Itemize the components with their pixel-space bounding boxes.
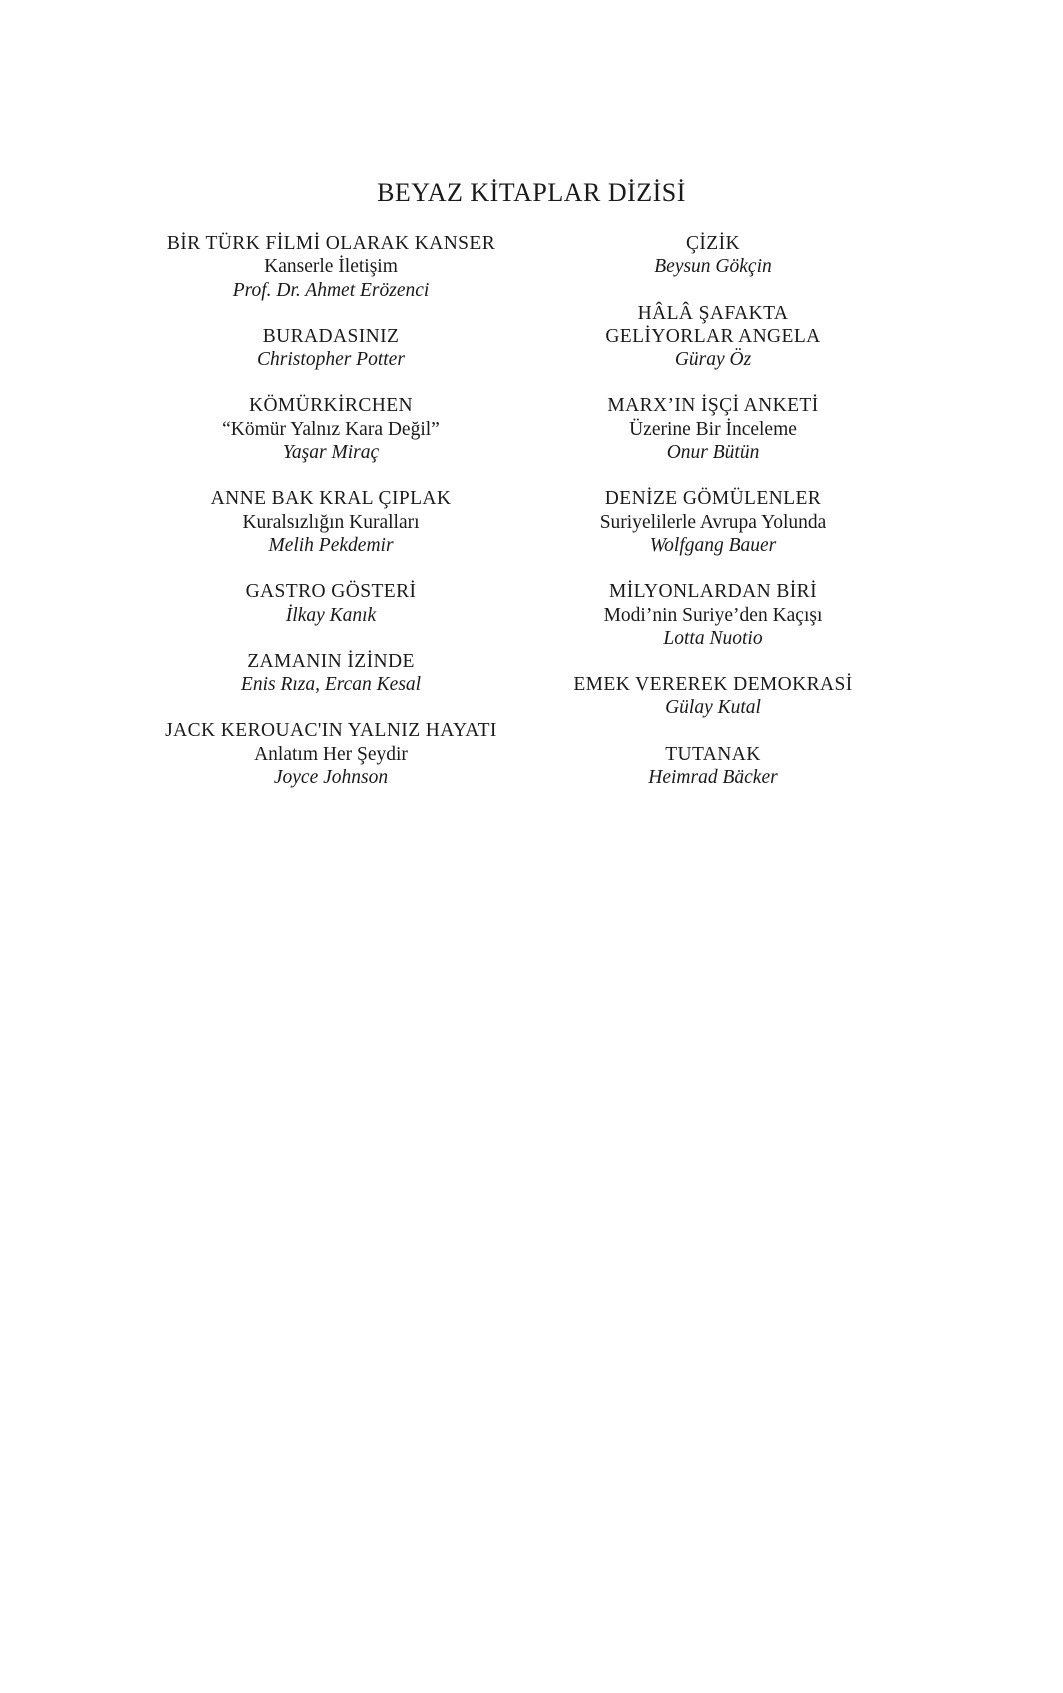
book-subtitle: Suriyelilerle Avrupa Yolunda bbox=[599, 511, 827, 533]
book-entry bbox=[503, 487, 923, 557]
book-author: Onur Bütün bbox=[666, 442, 760, 464]
book-subtitle: Üzerine Bir İnceleme bbox=[629, 418, 797, 440]
book-author: Gülay Kutal bbox=[665, 697, 761, 719]
right-book-column bbox=[503, 232, 923, 812]
book-subtitle: Kuralsızlığın Kuralları bbox=[242, 511, 420, 533]
book-entry bbox=[121, 487, 541, 557]
book-title: TUTANAK bbox=[665, 743, 761, 765]
book-title: DENİZE GÖMÜLENLER bbox=[604, 488, 822, 510]
book-entry bbox=[503, 743, 923, 790]
book-title: BURADASINIZ bbox=[262, 325, 400, 347]
book-author: İlkay Kanık bbox=[285, 604, 377, 626]
book-title: JACK KEROUAC'IN YALNIZ HAYATI bbox=[165, 720, 497, 742]
book-subtitle: Kanserle İletişim bbox=[264, 256, 398, 278]
book-title: MARX’IN İŞÇİ ANKETİ bbox=[607, 395, 819, 417]
book-author: Beysun Gökçin bbox=[654, 256, 772, 278]
book-entry bbox=[503, 673, 923, 720]
book-entry bbox=[503, 232, 923, 279]
book-author: Enis Rıza, Ercan Kesal bbox=[240, 674, 422, 696]
book-entry bbox=[121, 232, 541, 302]
book-author: Wolfgang Bauer bbox=[649, 534, 777, 556]
book-entry bbox=[121, 394, 541, 464]
book-title: HÂLÂ ŞAFAKTA bbox=[637, 302, 789, 324]
book-author: Yaşar Miraç bbox=[282, 442, 380, 464]
book-entry bbox=[121, 325, 541, 372]
book-author: Melih Pekdemir bbox=[268, 534, 394, 556]
book-entry bbox=[503, 394, 923, 464]
left-book-column bbox=[121, 232, 541, 812]
book-title: ÇİZİK bbox=[686, 233, 740, 254]
book-title: MİLYONLARDAN BİRİ bbox=[609, 581, 817, 603]
book-entry bbox=[121, 580, 541, 627]
book-title: EMEK VEREREK DEMOKRASİ bbox=[573, 674, 853, 696]
book-author: Güray Öz bbox=[674, 349, 752, 371]
book-subtitle: “Kömür Yalnız Kara Değil” bbox=[222, 418, 440, 440]
book-title: BİR TÜRK FİLMİ OLARAK KANSER bbox=[166, 233, 496, 254]
book-entry bbox=[503, 302, 923, 372]
book-subtitle: Modi’nin Suriye’den Kaçışı bbox=[603, 604, 823, 626]
book-entry bbox=[121, 719, 541, 789]
book-author: Christopher Potter bbox=[257, 349, 405, 371]
book-author: Joyce Johnson bbox=[273, 767, 389, 789]
book-author: Lotta Nuotio bbox=[663, 627, 763, 649]
book-entry bbox=[503, 580, 923, 650]
book-title: GASTRO GÖSTERİ bbox=[245, 581, 417, 603]
book-subtitle: Anlatım Her Şeydir bbox=[254, 743, 408, 765]
book-author: Heimrad Bäcker bbox=[648, 767, 778, 789]
book-title: ANNE BAK KRAL ÇIPLAK bbox=[210, 488, 452, 510]
book-title: GELİYORLAR ANGELA bbox=[605, 325, 821, 347]
series-title: BEYAZ KİTAPLAR DİZİSİ bbox=[377, 178, 686, 207]
book-title: ZAMANIN İZİNDE bbox=[247, 650, 415, 672]
book-title: KÖMÜRKİRCHEN bbox=[248, 395, 414, 417]
book-entry bbox=[121, 650, 541, 697]
book-author: Prof. Dr. Ahmet Erözenci bbox=[232, 279, 430, 301]
